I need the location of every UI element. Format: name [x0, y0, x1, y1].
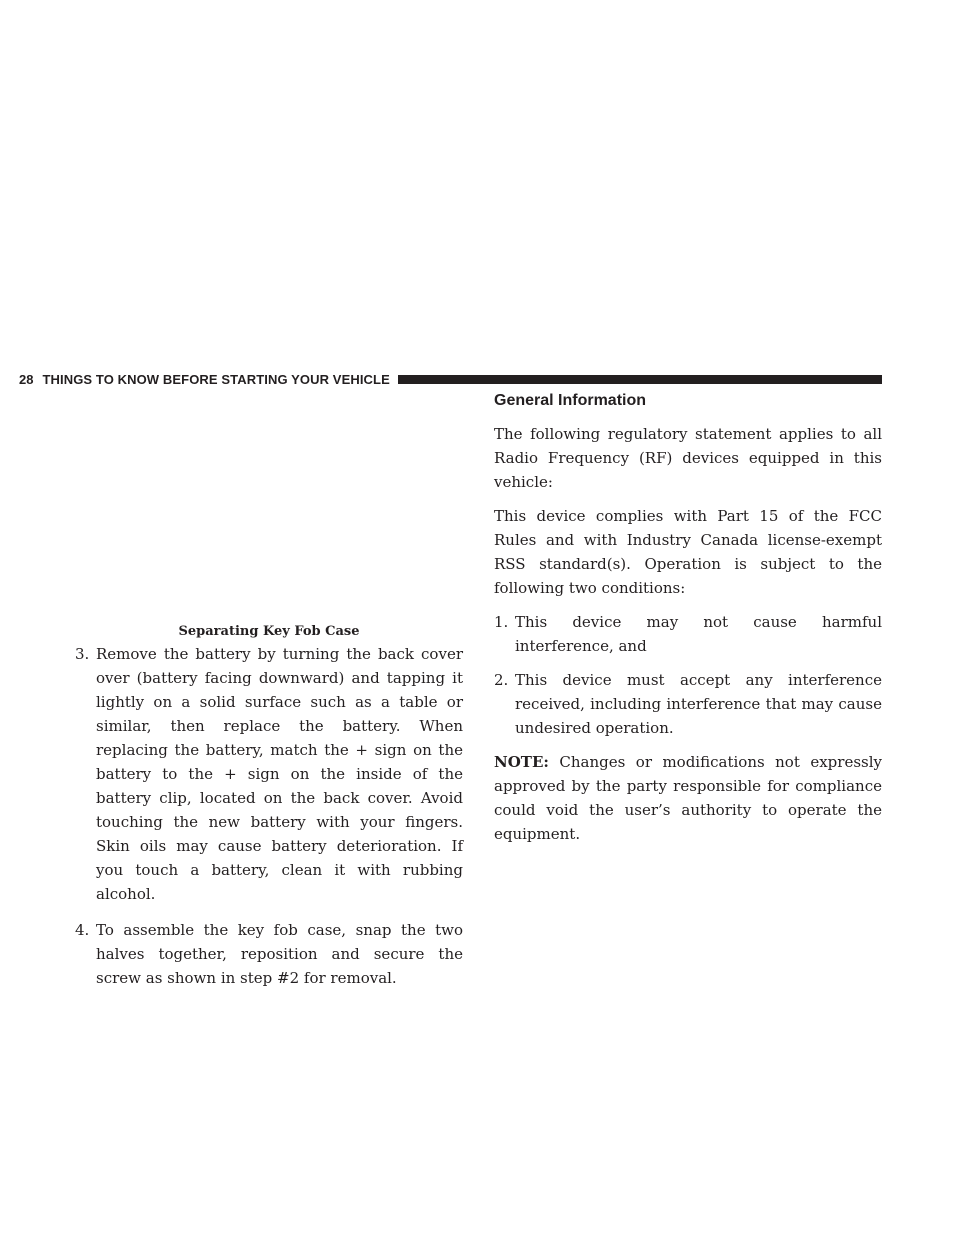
- paragraph: This device complies with Part 15 of the FCC Rules and with Industry Canada license-exempt RSS standard(s). Operation is subject to the following two conditions:: [494, 507, 882, 597]
- condition-item: [494, 610, 882, 658]
- page-number: 28: [19, 371, 34, 387]
- note-text: Changes or modifications not expressly approved by the party responsible for compliance could void the user’s authority to operate the equipment.: [494, 753, 882, 843]
- step-text: Remove the battery by turning the back cover over (battery facing downward) and tapping it lightly on a solid surface such as a table or similar, then replace the battery. When replacing the battery, match the + sign on the battery to the + sign on the inside of the battery clip, located on the back cover. Avoid touching the new battery with your fingers. Skin oils may cause battery deterioration. If you touch a battery, clean it with rubbing alcohol.: [96, 645, 463, 903]
- step-number: 4.: [75, 921, 90, 939]
- section-heading: General Information: [494, 392, 647, 409]
- step-text: To assemble the key fob case, snap the two halves together, reposition and secure the screw as shown in step #2 for removal.: [96, 921, 463, 987]
- left-column: [75, 642, 463, 1002]
- condition-item: [494, 668, 882, 740]
- condition-text: This device may not cause harmful interference, and: [515, 613, 882, 655]
- condition-number: 2.: [494, 671, 509, 689]
- step-item: [75, 642, 463, 906]
- page-header: [0, 371, 882, 387]
- step-item: [75, 918, 463, 990]
- note-paragraph: [494, 750, 882, 846]
- note-label: NOTE:: [494, 753, 549, 771]
- header-rule: [398, 375, 882, 384]
- paragraph: The following regulatory statement applies to all Radio Frequency (RF) devices equipped in this vehicle:: [494, 425, 882, 491]
- condition-number: 1.: [494, 613, 509, 631]
- section-title: THINGS TO KNOW BEFORE STARTING YOUR VEHICLE: [42, 371, 390, 387]
- right-column: [494, 389, 882, 846]
- figure-caption: Separating Key Fob Case: [178, 624, 360, 639]
- step-number: 3.: [75, 645, 90, 663]
- condition-text: This device must accept any interference received, including interference that may cause undesired operation.: [515, 671, 882, 737]
